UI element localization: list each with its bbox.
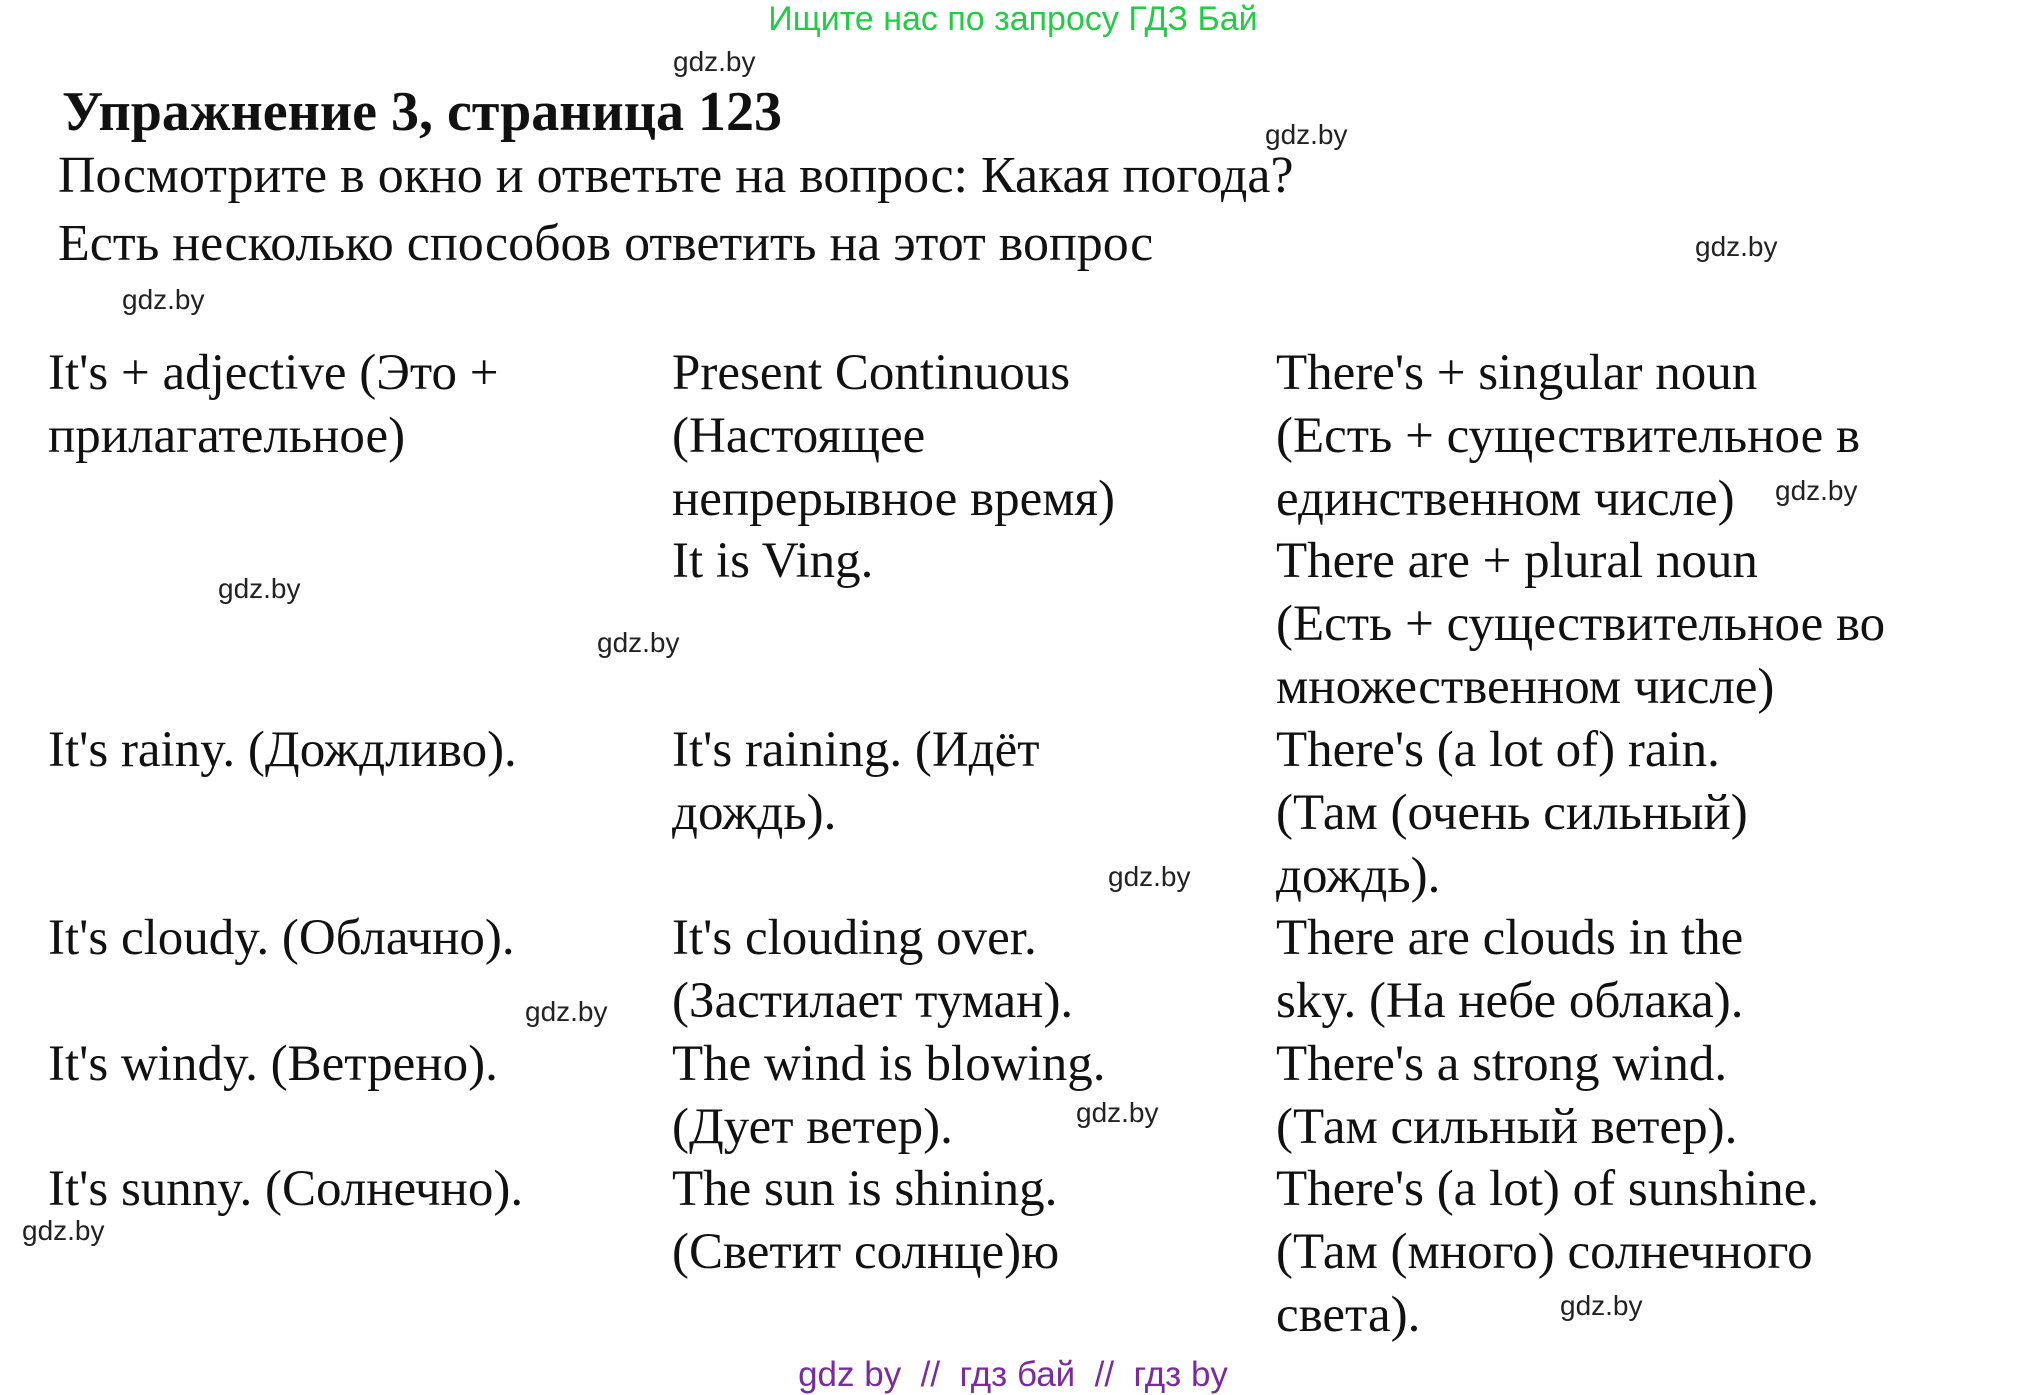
text-line: It's rainy. (Дождливо). xyxy=(48,722,517,778)
text-line: There are + plural noun xyxy=(1276,533,1758,590)
watermark: gdz.by xyxy=(597,627,680,658)
text-line: It is Ving. xyxy=(672,533,874,590)
watermark: gdz.by xyxy=(122,284,205,315)
watermark: gdz.by xyxy=(1076,1097,1159,1128)
watermark: gdz.by xyxy=(525,996,608,1027)
text-line: The sun is shining. xyxy=(672,1161,1058,1217)
row-rainy-col-2 xyxy=(672,719,1040,845)
watermark: gdz.by xyxy=(1775,475,1858,506)
watermark: gdz.by xyxy=(218,573,301,604)
text-line: дождь). xyxy=(672,784,837,841)
row-rainy-col-3 xyxy=(1276,719,1748,907)
row-windy-col-1 xyxy=(48,1033,498,1096)
text-line: (Дует ветер). xyxy=(672,1098,953,1155)
text-line: дождь). xyxy=(1276,847,1441,904)
text-line: It's raining. (Идёт xyxy=(672,722,1040,778)
text-line: непрерывное время) xyxy=(672,470,1115,527)
text-line: (Застилает туман). xyxy=(672,972,1074,1029)
text-line: единственном числе) xyxy=(1276,470,1735,527)
row-cloudy-col-3 xyxy=(1276,907,1743,1033)
top-banner: Ищите нас по запросу ГДЗ Бай xyxy=(768,0,1258,38)
row-sunny-col-2 xyxy=(672,1158,1059,1284)
header-col-1 xyxy=(48,342,499,468)
text-line: It's clouding over. xyxy=(672,910,1037,966)
row-cloudy-col-1 xyxy=(48,907,515,970)
text-line: There's + singular noun xyxy=(1276,345,1758,401)
header-col-2 xyxy=(672,342,1115,593)
text-line: The wind is blowing. xyxy=(672,1036,1106,1092)
watermark: gdz.by xyxy=(1560,1290,1643,1321)
text-line: It's + adjective (Это + xyxy=(48,345,499,401)
watermark: gdz.by xyxy=(1695,231,1778,262)
text-line: It's sunny. (Солнечно). xyxy=(48,1161,524,1217)
question-line-1: Посмотрите в окно и ответьте на вопрос: Какая погода? xyxy=(58,147,1294,204)
text-line: (Там (очень сильный) xyxy=(1276,784,1748,841)
footer-links: gdz by // гдз бай // гдз by xyxy=(798,1355,1228,1394)
text-line: (Там сильный ветер). xyxy=(1276,1098,1738,1155)
row-sunny-col-3 xyxy=(1276,1158,1819,1346)
text-line: (Настоящее xyxy=(672,407,926,464)
text-line: It's windy. (Ветрено). xyxy=(48,1036,498,1092)
text-line: (Есть + существительное во xyxy=(1276,596,1886,653)
watermark: gdz.by xyxy=(673,46,756,77)
row-rainy-col-1 xyxy=(48,719,517,782)
row-windy-col-3 xyxy=(1276,1033,1737,1159)
text-line: света). xyxy=(1276,1286,1421,1343)
text-line: (Светит солнце)ю xyxy=(672,1223,1060,1280)
text-line: There's (a lot of) rain. xyxy=(1276,722,1720,778)
text-line: There's a strong wind. xyxy=(1276,1036,1728,1092)
text-line: множественном числе) xyxy=(1276,658,1775,715)
watermark: gdz.by xyxy=(1265,119,1348,150)
text-line: There's (a lot) of sunshine. xyxy=(1276,1161,1820,1217)
text-line: (Есть + существительное в xyxy=(1276,407,1861,464)
watermark: gdz.by xyxy=(1108,861,1191,892)
question-line-2: Есть несколько способов ответить на этот вопрос xyxy=(58,215,1154,272)
text-line: Present Continuous xyxy=(672,345,1071,401)
text-line: прилагательное) xyxy=(48,407,406,464)
text-line: It's cloudy. (Облачно). xyxy=(48,910,515,966)
exercise-title: Упражнение 3, страница 123 xyxy=(62,81,783,143)
row-cloudy-col-2 xyxy=(672,907,1073,1033)
row-sunny-col-1 xyxy=(48,1158,523,1221)
watermark: gdz.by xyxy=(22,1215,105,1246)
text-line: sky. (На небе облака). xyxy=(1276,972,1744,1029)
header-col-3 xyxy=(1276,342,1885,719)
text-line: There are clouds in the xyxy=(1276,910,1744,966)
text-line: (Там (много) солнечного xyxy=(1276,1223,1813,1280)
row-windy-col-2 xyxy=(672,1033,1105,1159)
